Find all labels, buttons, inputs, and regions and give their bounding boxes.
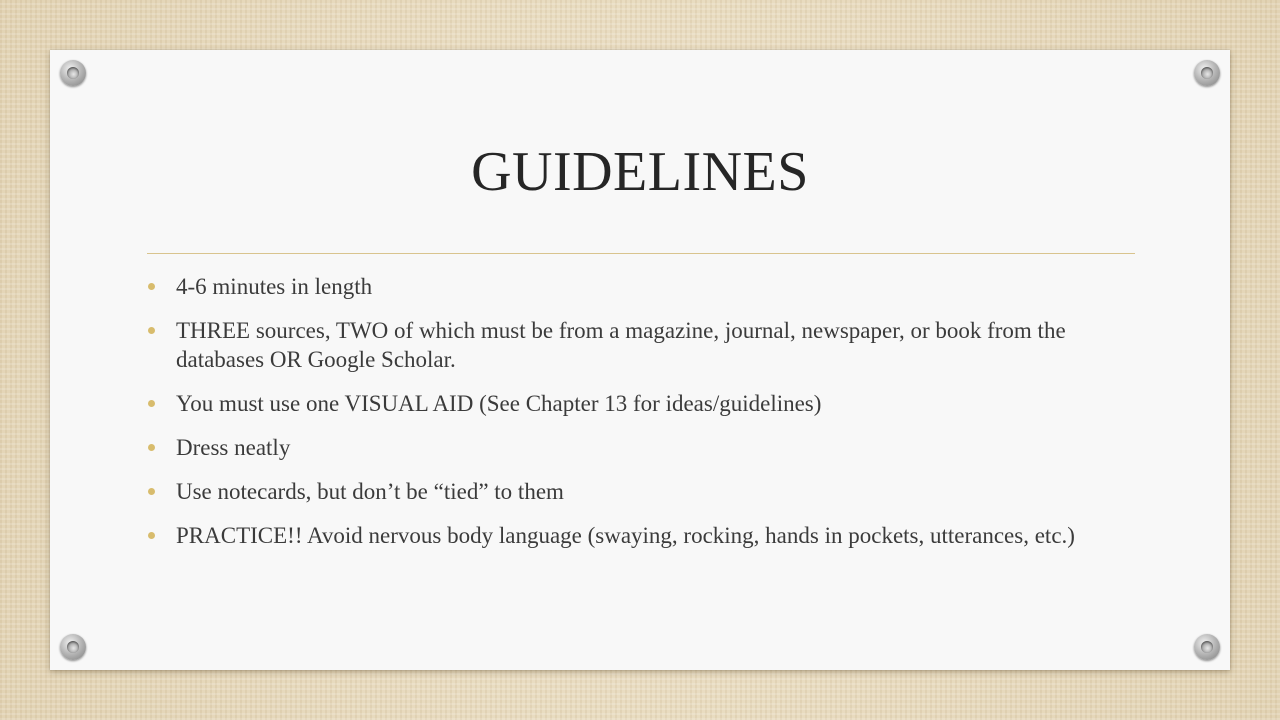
bullet-dot-icon	[148, 283, 155, 290]
bullet-text: Use notecards, but don’t be “tied” to them	[176, 479, 564, 504]
grommet-icon-top-left	[60, 60, 86, 86]
list-item	[148, 521, 1128, 550]
grommet-icon-top-right	[1194, 60, 1220, 86]
bullet-dot-icon	[148, 444, 155, 451]
bullet-text: PRACTICE!! Avoid nervous body language (swaying, rocking, hands in pockets, utterances, etc.)	[176, 523, 1075, 548]
bullet-text: Dress neatly	[176, 435, 291, 460]
list-item	[148, 389, 1128, 418]
bullet-dot-icon	[148, 532, 155, 539]
list-item	[148, 272, 1128, 301]
bullet-text: THREE sources, TWO of which must be from a magazine, journal, newspaper, or book from the databases OR Google Scholar.	[176, 318, 1066, 372]
grommet-icon-bottom-right	[1194, 634, 1220, 660]
slide-title: GUIDELINES	[471, 141, 809, 203]
bullet-dot-icon	[148, 327, 155, 334]
list-item	[148, 477, 1128, 506]
title-divider	[147, 253, 1135, 254]
list-item	[148, 316, 1128, 374]
bullet-list	[148, 272, 1128, 565]
slide-card	[50, 50, 1230, 670]
bullet-dot-icon	[148, 400, 155, 407]
bullet-text: You must use one VISUAL AID (See Chapter 13 for ideas/guidelines)	[176, 391, 822, 416]
grommet-icon-bottom-left	[60, 634, 86, 660]
list-item	[148, 433, 1128, 462]
bullet-text: 4-6 minutes in length	[176, 274, 373, 299]
bullet-dot-icon	[148, 488, 155, 495]
